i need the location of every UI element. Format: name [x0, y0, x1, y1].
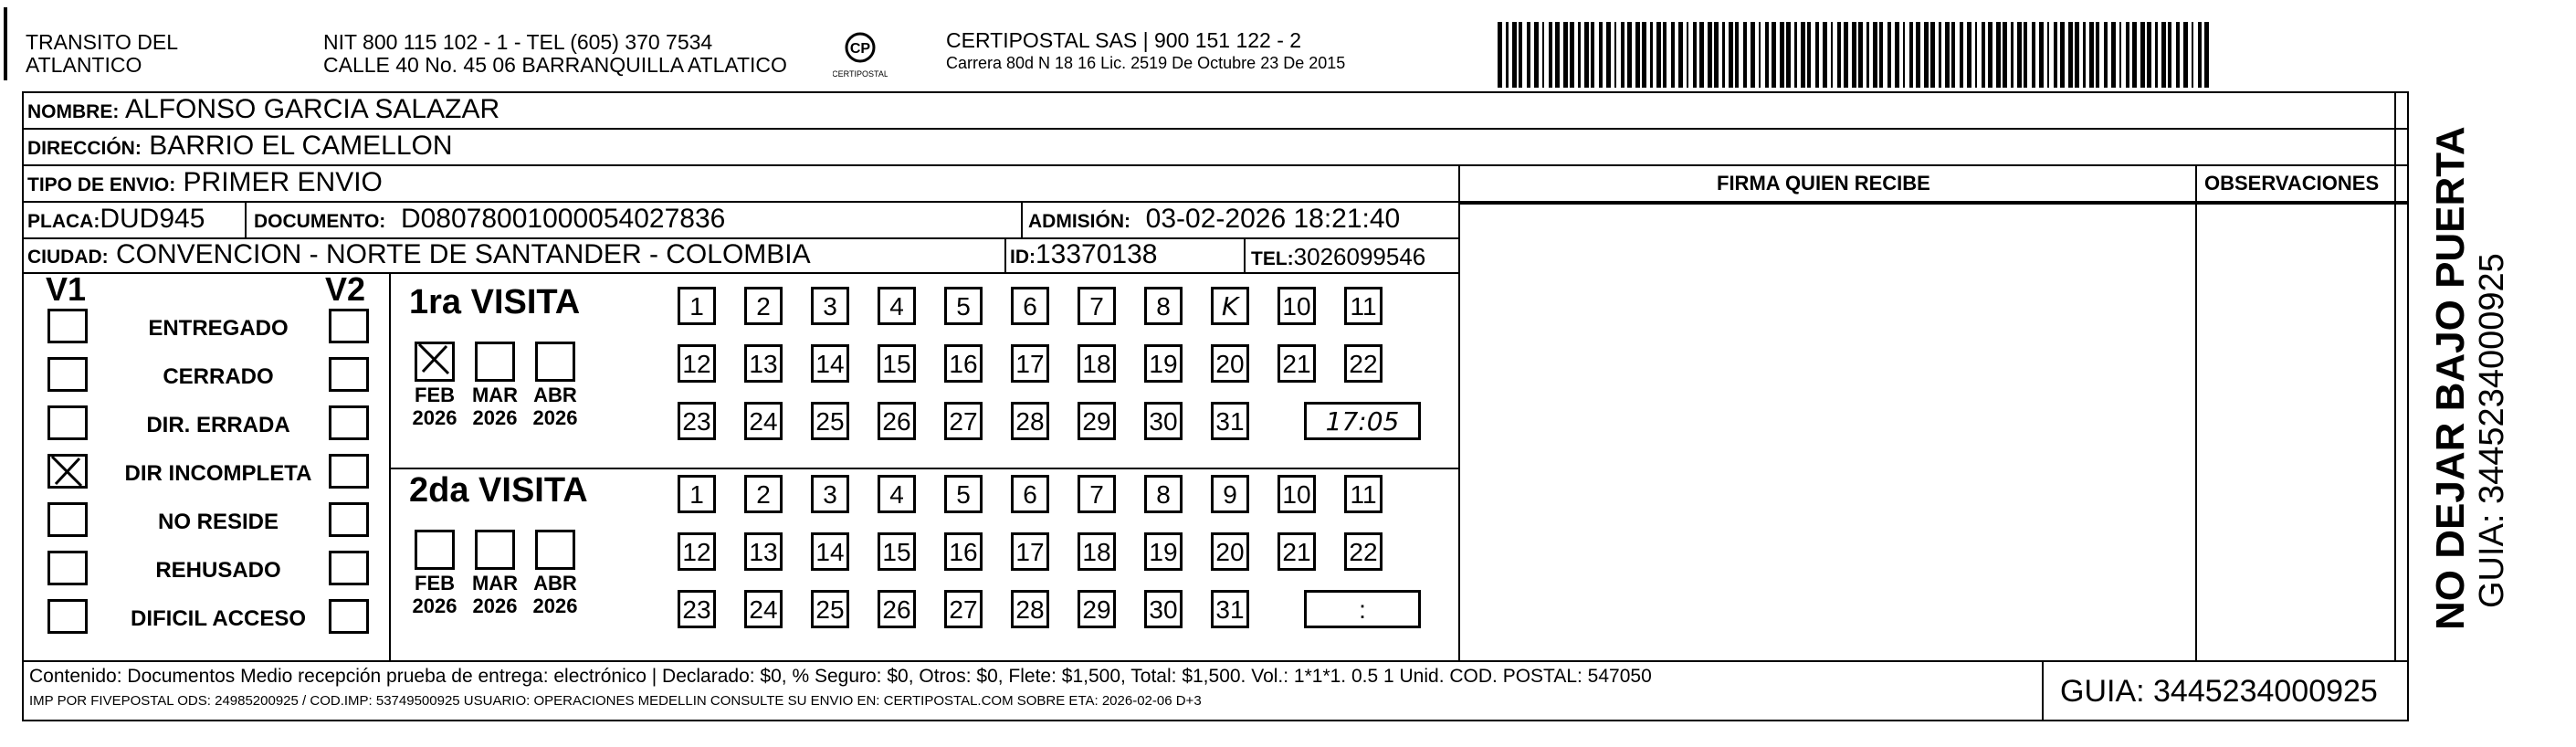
day-box: 25	[811, 590, 849, 628]
barcode-bar	[1498, 22, 1502, 88]
day-box: 14	[811, 344, 849, 383]
barcode-bar	[1988, 22, 1992, 88]
day-box: 17	[1011, 532, 1049, 571]
courier-details: CERTIPOSTAL SAS | 900 151 122 - 2 Carrera 80d N 18 16 Lic. 2519 De Octubre 23 De 2015	[946, 28, 1346, 72]
day-box: 24	[744, 402, 783, 440]
day-box: 3	[811, 287, 849, 325]
barcode-bar	[1967, 22, 1971, 88]
barcode-bar	[2024, 22, 2027, 88]
day-box: 15	[878, 532, 916, 571]
day-box: 1	[678, 287, 716, 325]
barcode-bar	[2003, 22, 2007, 88]
month-label: ABR 2026	[532, 384, 578, 429]
barcode-bar	[1599, 22, 1603, 88]
no-under-door-warning: NO DEJAR BAJO PUERTA	[2428, 126, 2473, 630]
day-box: 17	[1011, 344, 1049, 383]
status-label: DIR. ERRADA	[146, 413, 290, 437]
barcode-bar	[1591, 22, 1594, 88]
side-guia: GUIA: 3445234000925	[2473, 253, 2511, 608]
v1-checkbox	[47, 551, 88, 585]
day-box: K	[1211, 287, 1249, 325]
status-label: DIFICIL ACCESO	[130, 606, 306, 631]
v1-checkbox	[47, 309, 88, 343]
barcode-bar	[1512, 22, 1517, 88]
day-box: 31	[1211, 590, 1249, 628]
barcode-bar	[1621, 22, 1624, 88]
barcode-bar	[1584, 22, 1589, 88]
barcode-bar	[1519, 22, 1522, 88]
barcode-bar	[1555, 22, 1560, 88]
second-visit-title: 2da VISITA	[409, 471, 588, 510]
barcode-bar	[1945, 22, 1950, 88]
barcode-bar	[1671, 22, 1675, 88]
barcode-bar	[1549, 22, 1552, 88]
barcode-bar	[1772, 22, 1776, 88]
barcode-bar	[2204, 22, 2209, 88]
v1-label: V1	[46, 270, 87, 308]
barcode-bar	[1939, 22, 1941, 88]
barcode-bar	[1815, 22, 1819, 88]
status-label: DIR INCOMPLETA	[124, 461, 312, 486]
status-label: NO RESIDE	[157, 510, 279, 534]
day-box: 7	[1078, 287, 1116, 325]
barcode-bar	[2168, 22, 2171, 88]
barcode-bar	[1635, 22, 1640, 88]
barcode-bar	[1895, 22, 1899, 88]
plate: PLACA:DUD945	[27, 204, 205, 234]
day-box: 11	[1344, 287, 1383, 325]
v2-checkbox	[329, 454, 369, 489]
day-box: 16	[944, 344, 983, 383]
status-label: ENTREGADO	[148, 316, 289, 341]
barcode-bar	[2147, 22, 2151, 88]
barcode-bar	[2183, 22, 2188, 88]
day-box: 2	[744, 287, 783, 325]
barcode-bar	[1930, 22, 1935, 88]
status-label: REHUSADO	[155, 558, 281, 583]
barcode-bar	[2032, 22, 2035, 88]
v1-checkbox	[47, 599, 88, 634]
barcode-bar	[2096, 22, 2099, 88]
barcode-bar	[1831, 22, 1833, 88]
barcode-bar	[2155, 22, 2158, 88]
barcode-bar	[2198, 22, 2202, 88]
barcode-bar	[1534, 22, 1539, 88]
barcode-bar	[1960, 22, 1963, 88]
print-info-line: IMP POR FIVEPOSTAL ODS: 24985200925 / COD.IMP: 53749500925 USUARIO: OPERACIONES MEDELLIN CONSULTE SU ENVIO EN: CERTIPOSTAL.COM SOBRE ETA: 2026-02-06 D+3	[29, 693, 1202, 709]
day-box: 28	[1011, 402, 1049, 440]
footer-guia: GUIA: 3445234000925	[2060, 674, 2378, 709]
barcode-bar	[1656, 22, 1661, 88]
day-box: 29	[1078, 590, 1116, 628]
day-box: 3	[811, 475, 849, 513]
barcode-bar	[1786, 22, 1791, 88]
barcode-bar	[1996, 22, 2001, 88]
v1-checkbox	[47, 357, 88, 392]
barcode-bar	[2176, 22, 2180, 88]
day-box: 22	[1344, 532, 1383, 571]
day-box: 11	[1344, 475, 1383, 513]
day-box: 18	[1078, 532, 1116, 571]
corner-mark	[4, 7, 7, 80]
v2-checkbox	[329, 357, 369, 392]
v1-checkbox	[47, 502, 88, 537]
day-box: 27	[944, 590, 983, 628]
v2-checkbox	[329, 599, 369, 634]
barcode	[1498, 22, 2219, 88]
barcode-bar	[1570, 22, 1574, 88]
day-box: 6	[1011, 475, 1049, 513]
barcode-bar	[2126, 22, 2129, 88]
day-box: 21	[1277, 344, 1316, 383]
barcode-bar	[1735, 22, 1739, 88]
v2-checkbox	[329, 405, 369, 440]
month-checkbox	[535, 342, 575, 382]
svg-text:CERTIPOSTAL: CERTIPOSTAL	[833, 69, 888, 79]
recipient-name: NOMBRE: ALFONSO GARCIA SALAZAR	[27, 94, 500, 124]
day-box: 26	[878, 590, 916, 628]
barcode-bar	[1743, 22, 1747, 88]
v1-checkbox	[47, 454, 88, 489]
day-box: 29	[1078, 402, 1116, 440]
day-box: 5	[944, 287, 983, 325]
barcode-bar	[1722, 22, 1725, 88]
time-box: 17:05	[1304, 402, 1421, 440]
barcode-bar	[1916, 22, 1920, 88]
city: CIUDAD: CONVENCION - NORTE DE SANTANDER - COLOMBIA	[27, 239, 811, 269]
barcode-bar	[1759, 22, 1761, 88]
barcode-bar	[1975, 22, 1977, 88]
barcode-bar	[2054, 22, 2057, 88]
day-box: 30	[1144, 402, 1183, 440]
barcode-bar	[1693, 22, 1697, 88]
barcode-bar	[1642, 22, 1646, 88]
barcode-bar	[1687, 22, 1688, 88]
barcode-bar	[1627, 22, 1632, 88]
first-visit-title: 1ra VISITA	[409, 283, 581, 321]
barcode-bar	[2083, 22, 2086, 88]
barcode-bar	[2132, 22, 2137, 88]
month-checkbox	[475, 342, 515, 382]
day-box: 14	[811, 532, 849, 571]
day-box: 6	[1011, 287, 1049, 325]
day-box: 4	[878, 475, 916, 513]
barcode-bar	[1903, 22, 1905, 88]
barcode-bar	[2140, 22, 2145, 88]
barcode-bar	[1951, 22, 1955, 88]
month-label: MAR 2026	[471, 384, 519, 429]
day-box: 12	[678, 344, 716, 383]
month-checkbox	[415, 342, 455, 382]
certipostal-logo	[833, 29, 888, 84]
issuer-name: TRANSITO DEL ATLANTICO	[26, 30, 178, 77]
barcode-bar	[2075, 22, 2079, 88]
barcode-bar	[1982, 22, 1985, 88]
barcode-bar	[2111, 22, 2116, 88]
month-label: ABR 2026	[532, 572, 578, 617]
day-box: 18	[1078, 344, 1116, 383]
svg-text:CP: CP	[849, 41, 871, 57]
recipient-address: DIRECCIÓN: BARRIO EL CAMELLON	[27, 131, 453, 161]
day-box: 26	[878, 402, 916, 440]
day-box: 21	[1277, 532, 1316, 571]
barcode-bar	[2047, 22, 2049, 88]
day-box: 16	[944, 532, 983, 571]
barcode-bar	[1614, 22, 1616, 88]
barcode-bar	[1678, 22, 1683, 88]
day-box: 13	[744, 532, 783, 571]
barcode-bar	[1873, 22, 1877, 88]
barcode-bar	[1852, 22, 1856, 88]
month-label: MAR 2026	[471, 572, 519, 617]
barcode-bar	[1542, 22, 1544, 88]
day-box: 27	[944, 402, 983, 440]
day-box: 31	[1211, 402, 1249, 440]
admission-date: ADMISIÓN: 03-02-2026 18:21:40	[1028, 204, 1401, 234]
barcode-bar	[1823, 22, 1827, 88]
barcode-bar	[1606, 22, 1611, 88]
day-box: 7	[1078, 475, 1116, 513]
barcode-bar	[2192, 22, 2193, 88]
barcode-bar	[2119, 22, 2121, 88]
v1-checkbox	[47, 405, 88, 440]
day-box: 22	[1344, 344, 1383, 383]
day-box: 20	[1211, 532, 1249, 571]
day-box: 1	[678, 475, 716, 513]
phone: TEL:3026099546	[1251, 243, 1426, 270]
day-box: 5	[944, 475, 983, 513]
barcode-bar	[1866, 22, 1869, 88]
day-box: 20	[1211, 344, 1249, 383]
barcode-bar	[1650, 22, 1653, 88]
day-box: 19	[1144, 344, 1183, 383]
barcode-bar	[2039, 22, 2044, 88]
month-checkbox	[535, 530, 575, 570]
barcode-bar	[1807, 22, 1811, 88]
day-box: 4	[878, 287, 916, 325]
barcode-bar	[1909, 22, 1913, 88]
day-box: 2	[744, 475, 783, 513]
barcode-bar	[1794, 22, 1797, 88]
barcode-bar	[1506, 22, 1509, 88]
v2-checkbox	[329, 551, 369, 585]
day-box: 13	[744, 344, 783, 383]
barcode-bar	[1801, 22, 1805, 88]
month-checkbox	[415, 530, 455, 570]
barcode-bar	[1699, 22, 1704, 88]
month-label: FEB 2026	[412, 572, 457, 617]
status-label: CERRADO	[163, 364, 274, 389]
day-box: 15	[878, 344, 916, 383]
barcode-bar	[1924, 22, 1929, 88]
day-box: 28	[1011, 590, 1049, 628]
barcode-bar	[2060, 22, 2065, 88]
barcode-bar	[1879, 22, 1883, 88]
barcode-bar	[1527, 22, 1530, 88]
barcode-bar	[1663, 22, 1667, 88]
barcode-bar	[1714, 22, 1719, 88]
barcode-bar	[1887, 22, 1891, 88]
day-box: 8	[1144, 475, 1183, 513]
id-number: ID:13370138	[1010, 239, 1158, 269]
month-label: FEB 2026	[412, 384, 457, 429]
barcode-bar	[1844, 22, 1848, 88]
barcode-bar	[2011, 22, 2013, 88]
side-notice	[2429, 119, 2511, 630]
day-box: 10	[1277, 475, 1316, 513]
day-box: 8	[1144, 287, 1183, 325]
v2-checkbox	[329, 502, 369, 537]
time-box: :	[1304, 590, 1421, 628]
document-number: DOCUMENTO: D08078001000054027836	[254, 204, 726, 234]
shipment-type: TIPO DE ENVIO: PRIMER ENVIO	[27, 167, 383, 197]
contents-line: Contenido: Documentos Medio recepción prueba de entrega: electrónico | Declarado: $0, % Seguro: $0, Otros: $0, Flete: $1,500, Total: $1,500. Vol.: 1*1*1. 0.5 1 Unid. COD. POSTAL: 547050	[29, 666, 1652, 687]
day-box: 23	[678, 590, 716, 628]
barcode-bar	[2068, 22, 2073, 88]
day-box: 23	[678, 402, 716, 440]
barcode-bar	[2089, 22, 2094, 88]
barcode-bar	[1708, 22, 1712, 88]
v2-label: V2	[325, 270, 366, 308]
issuer-details: NIT 800 115 102 - 1 - TEL (605) 370 7534 CALLE 40 No. 45 06 BARRANQUILLA ATLATICO	[323, 30, 787, 77]
barcode-bar	[1837, 22, 1841, 88]
barcode-bar	[1858, 22, 1863, 88]
observations-header: OBSERVACIONES	[2204, 172, 2380, 195]
barcode-bar	[1751, 22, 1755, 88]
barcode-bar	[1563, 22, 1568, 88]
barcode-bar	[1729, 22, 1733, 88]
day-box: 19	[1144, 532, 1183, 571]
day-box: 9	[1211, 475, 1249, 513]
barcode-bar	[2104, 22, 2108, 88]
month-checkbox	[475, 530, 515, 570]
barcode-bar	[2017, 22, 2022, 88]
barcode-bar	[2161, 22, 2166, 88]
day-box: 10	[1277, 287, 1316, 325]
barcode-bar	[1780, 22, 1784, 88]
day-box: 30	[1144, 590, 1183, 628]
barcode-bar	[1578, 22, 1581, 88]
day-box: 12	[678, 532, 716, 571]
signature-header: FIRMA QUIEN RECIBE	[1717, 172, 1930, 195]
day-box: 24	[744, 590, 783, 628]
v2-checkbox	[329, 309, 369, 343]
day-box: 25	[811, 402, 849, 440]
barcode-bar	[1765, 22, 1769, 88]
